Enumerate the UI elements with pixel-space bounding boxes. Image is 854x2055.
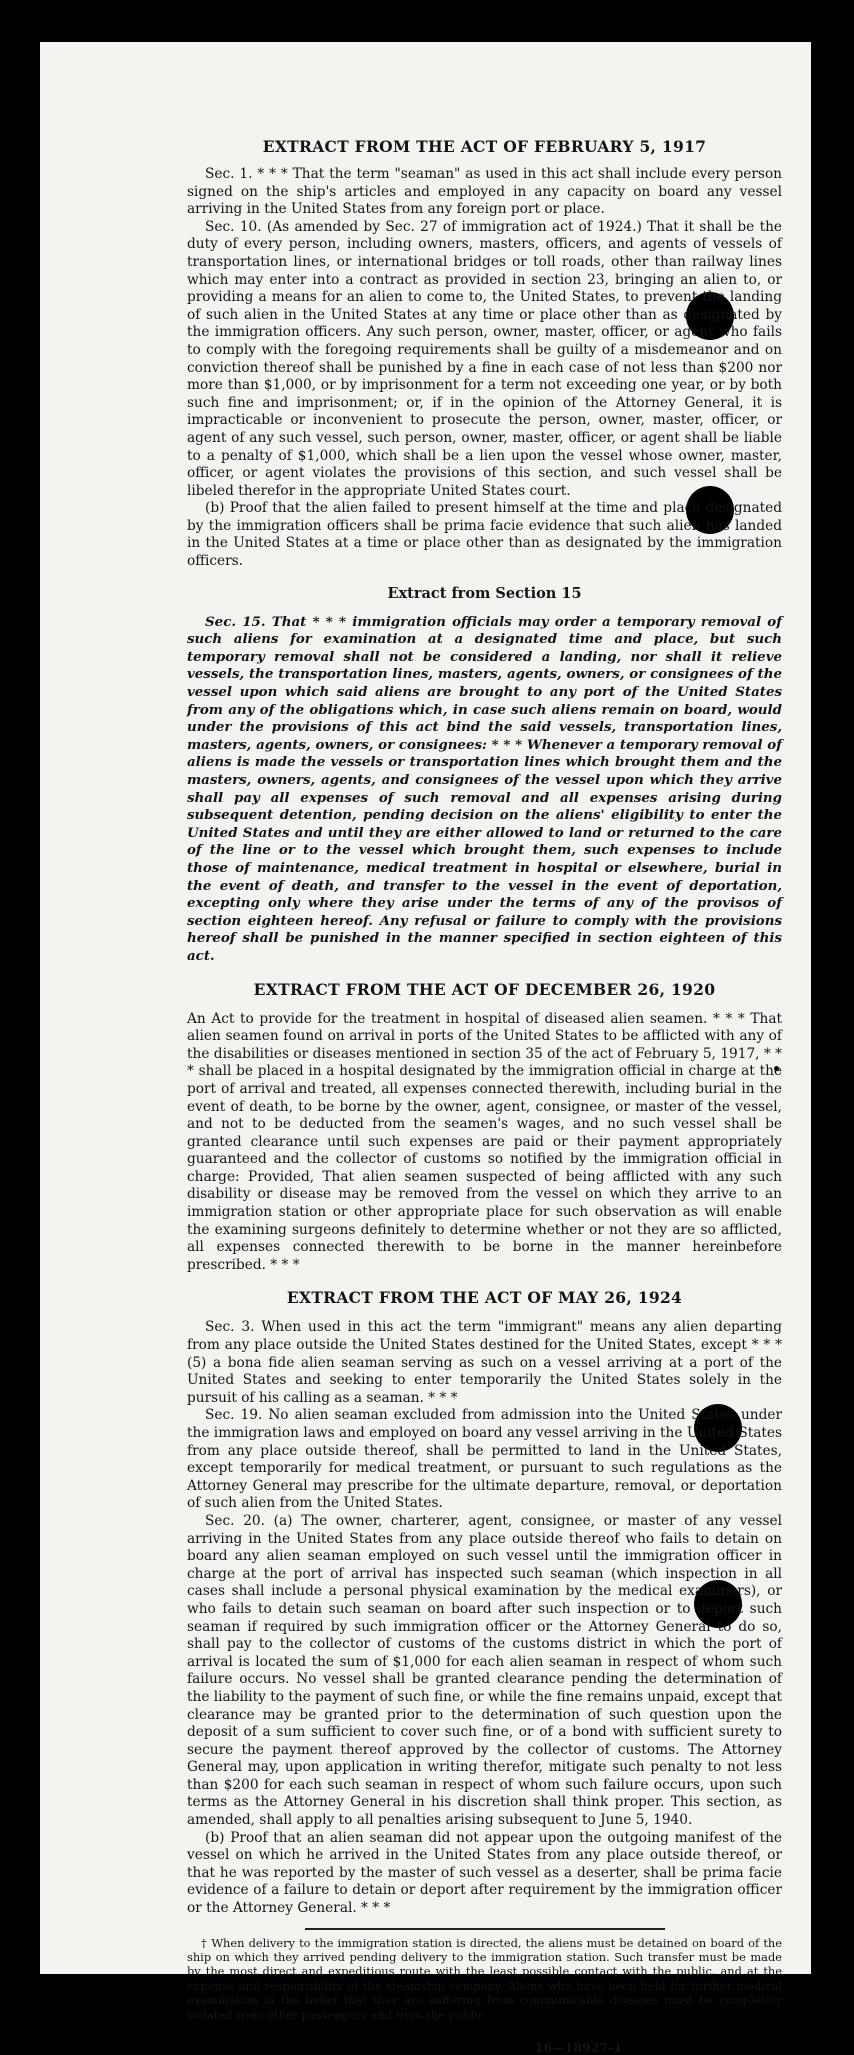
act-1917-heading: EXTRACT FROM THE ACT OF FEBRUARY 5, 1917 (262, 137, 707, 156)
sec-19-paragraph: Sec. 19. No alien seaman excluded from admission into the United States under the immigration laws and employed on board any vessel arriving in the United States from any place outside thereof, shall be permitted to land in the United States, except temporarily for medical treatment, or pursuant to such regulations as the Attorney General may prescribe for the ultimate departure, removal, or deportation of such alien from the United States. (187, 1407, 782, 1512)
sec-3-paragraph: Sec. 3. When used in this act the term "immigrant" means any alien departing from any place outside the United States destined for the United States, except * * * (5) a bona fide alien seaman serving as such on a vessel arriving at a port of the United States and seeking to enter temporarily the United States solely in the pursuit of his calling as a seaman. * * * (187, 1319, 782, 1406)
footnote: † When delivery to the immigration station is directed, the aliens must be detained on board of the ship on which they arrived pending delivery to the immigration station. Such transfer must be made by the most direct and expeditious route with the least possible contact with the public, and at the expense and responsibility of the steamship company. Aliens who have been held for further medical examination in the belief that they are suffering from communicable diseases must be completely isolated from other passengers and from the public. (187, 1935, 782, 2022)
sec-1-paragraph: Sec. 1. * * * That the term "seaman" as used in this act shall include every person signed on the ship's articles and employed in any capacity on board any vessel arriving in the United States from any foreign port or place. (187, 166, 782, 218)
sec-10-b-paragraph: (b) Proof that the alien failed to present himself at the time and place designated by the immigration officers shall be prima facie evidence that such alien has landed in the United States at a time or place other than as designated by the immigration officers. (187, 500, 782, 570)
sec-20-paragraph: Sec. 20. (a) The owner, charterer, agent, consignee, or master of any vessel arriving in the United States from any place outside thereof who fails to detain on board any alien seaman employed on such vessel until the immigration officer in charge at the port of arrival has inspected such seaman (which inspection in all cases shall include a personal physical examination by the medical examiners), or who fails to detain such seaman on board after such inspection or to deport such seaman if required by such immigration officer or the Attorney General to do so, shall pay to the collector of customs of the customs district in which the port of arrival is located the sum of $1,000 for each alien seaman in respect of whom such failure occurs. No vessel shall be granted clearance pending the determination of the liability to the payment of such fine, or while the fine remains unpaid, except that clearance may be granted prior to the determination of such question upon the deposit of a sum sufficient to cover such fine, or of a bond with sufficient surety to secure the payment thereof approved by the collector of customs. The Attorney General may, upon application in writing therefor, mitigate such penalty to not less than $200 for each such seaman in respect of whom such failure occurs, upon such terms as the Attorney General in his discretion shall think proper. This section, as amended, shall apply to all penalties arising subsequent to June 5, 1940. (187, 1512, 782, 1829)
act-1920-paragraph: An Act to provide for the treatment in hospital of diseased alien seamen. * * * That alien seamen found on arrival in ports of the United States to be afflicted with any of the disabilities or diseases mentioned in section 35 of the act of February 5, 1917, * * * shall be placed in a hospital designated by the immigration official in charge at the port of arrival and treated, all expenses connected therewith, including burial in the event of death, to be borne by the owner, agent, consignee, or master of the vessel, and not to be deducted from the seamen's wages, and no such vessel shall be granted clearance until such expenses are paid or their payment appropriately guaranteed and the collector of customs so notified by the immigration official in charge: Provided, That alien seamen suspected of being afflicted with any such disability or disease may be removed from the vessel on which they arrive to an immigration station or other appropriate place for such observation as will enable the examining surgeons definitely to determine whether or not they are so afflicted, all expenses connected therewith to be borne in the manner hereinbefore prescribed. * * * (187, 1010, 782, 1273)
sec-20-b-paragraph: (b) Proof that an alien seaman did not appear upon the outgoing manifest of the vessel on which he arrived in the United States from any place outside thereof, or that he was reported by the master of such vessel as a deserter, shall be prima facie evidence of a failure to detain or deport after requirement by the immigration officer or the Attorney General. * * * (187, 1829, 782, 1917)
act-1924-heading: EXTRACT FROM THE ACT OF MAY 26, 1924 (286, 1288, 683, 1308)
section-15-heading: Extract from Section 15 (387, 584, 582, 602)
text-column (187, 137, 782, 2055)
sec-15-paragraph: Sec. 15. That * * * immigration officials may order a temporary removal of such aliens for examination at a designated time and place, but such temporary removal shall not be considered a landing, nor shall it relieve vessels, the transportation lines, masters, agents, owners, or consignees of the vessel upon which said aliens are brought to any port of the United States from any of the obligations which, in case such aliens remain on board, would under the provisions of this act bind the said vessels, transportation lines, masters, agents, owners, or consignees: * * * Whenever a temporary removal of aliens is made the vessels or transportation lines which brought them and the masters, owners, agents, and consignees of the vessel upon which they arrive shall pay all expenses of such removal and all expenses arising during subsequent detention, pending decision on the aliens' eligibility to enter the United States and until they are either allowed to land or returned to the care of the line or to the vessel which brought them, such expenses to include those of maintenance, medical treatment in hospital or elsewhere, burial in the event of death, and transfer to the vessel in the event of deportation, excepting only where they arise under the terms of any of the provisos of section eighteen hereof. Any refusal or failure to comply with the provisions hereof shall be punished in the manner specified in section eighteen of this act. (187, 613, 782, 964)
document-page (40, 42, 811, 2055)
sec-10-paragraph: Sec. 10. (As amended by Sec. 27 of immigration act of 1924.) That it shall be the duty of every person, including owners, masters, officers, and agents of vessels of transportation lines, or international bridges or toll roads, other than railway lines which may enter into a contract as provided in section 23, bringing an alien to, or providing a means for an alien to come to, the United States, to prevent the landing of such alien in the United States at any time or place other than as designated by the immigration officers. Any such person, owner, master, officer, or agent who fails to comply with the foregoing requirements shall be guilty of a misdemeanor and on conviction thereof shall be punished by a fine in each case of not less than $200 nor more than $1,000, or by imprisonment for a term not exceeding one year, or by both such fine and imprisonment; or, if in the opinion of the Attorney General, it is impracticable or inconvenient to prosecute the person, owner, master, officer, or agent of any such vessel, such person, owner, master, officer, or agent shall be liable to a penalty of $1,000, which shall be a lien upon the vessel whose owner, master, officer, or agent violates the provisions of this section, and such vessel shall be libeled therefor in the appropriate United States court. (187, 218, 782, 499)
form-number: 16—18927-1 (534, 2040, 622, 2055)
act-1920-heading: EXTRACT FROM THE ACT OF DECEMBER 26, 1920 (253, 979, 716, 999)
